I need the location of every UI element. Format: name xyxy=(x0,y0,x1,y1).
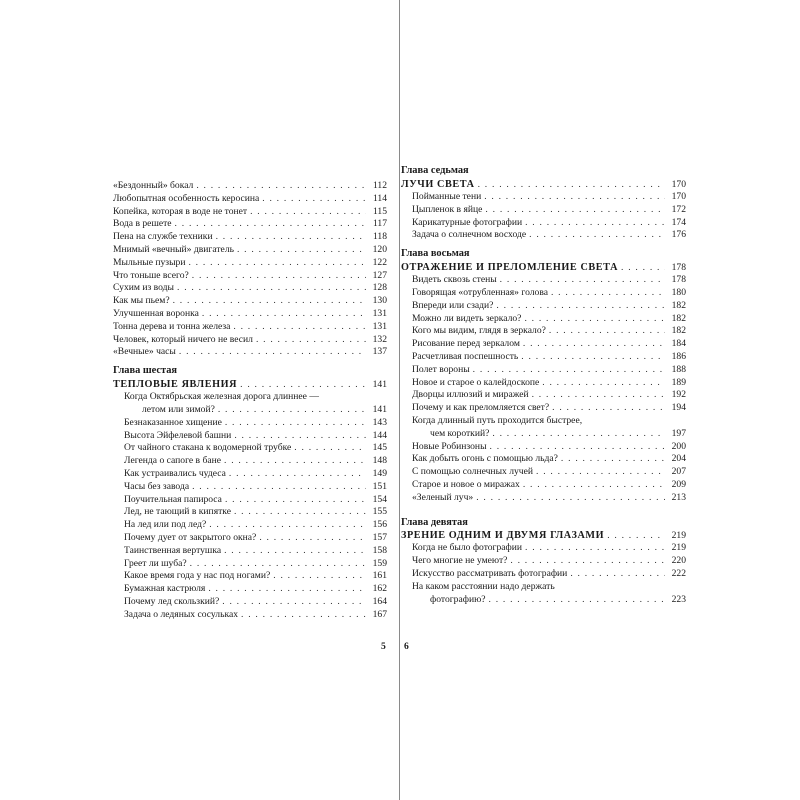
toc-entry-line: Когда длинный путь проходится быстрее, xyxy=(412,414,583,426)
toc-entry: На лед или под лед? . . . 156 xyxy=(113,519,387,532)
toc-entry-line: Когда Октябрьская железная дорога длиннее — xyxy=(124,391,319,403)
toc-entry: Тонна дерева и тонна железа . . . 131 xyxy=(113,321,387,334)
chapter-title: ТЕПЛОВЫЕ ЯВЛЕНИЯ . . . 141 xyxy=(113,378,387,391)
toc-entry: Какое время года у нас под ногами? . . . 161 xyxy=(113,570,387,583)
toc-entry: Карикатурные фотографии . . . 174 xyxy=(401,217,686,230)
toc-entry: Как мы пьем? . . . 130 xyxy=(113,295,387,308)
chapter-title: ЗРЕНИЕ ОДНИМ И ДВУМЯ ГЛАЗАМИ . . . 219 xyxy=(401,529,686,542)
toc-entry: Цыпленок в яйце . . . 172 xyxy=(401,204,686,217)
toc-entry: Чего многие не умеют? . . . 220 xyxy=(401,555,686,568)
toc-entry: Почему и как преломляется свет? . . . 194 xyxy=(401,402,686,415)
toc-entry: Полет вороны . . . 188 xyxy=(401,364,686,377)
toc-entry: Новое и старое о калейдоскопе . . . 189 xyxy=(401,377,686,390)
toc-entry: Безнаказанное хищение . . . 143 xyxy=(113,417,387,430)
toc-entry: Поучительная папироса . . . 154 xyxy=(113,494,387,507)
toc-entry: Впереди или сзади? . . . 182 xyxy=(401,300,686,313)
toc-entry: Высота Эйфелевой башни . . . 144 xyxy=(113,430,387,443)
toc-entry: летом или зимой? . . . 141 xyxy=(113,404,387,417)
toc-entry: Искусство рассматривать фотографии . . . 222 xyxy=(401,568,686,581)
toc-entry: Новые Робинзоны . . . 200 xyxy=(401,441,686,454)
right-page-toc xyxy=(401,165,686,606)
toc-entry: Легенда о сапоге в бане . . . 148 xyxy=(113,455,387,468)
toc-entry: Пена на службе техники . . . 118 xyxy=(113,231,387,244)
toc-entry: Кого мы видим, глядя в зеркало? . . . 182 xyxy=(401,325,686,338)
toc-entry: Часы без завода . . . 151 xyxy=(113,481,387,494)
toc-entry: Любопытная особенность керосина . . . 114 xyxy=(113,193,387,206)
chapter-title: ОТРАЖЕНИЕ И ПРЕЛОМЛЕНИЕ СВЕТА . . . 178 xyxy=(401,261,686,274)
chapter-label: Глава восьмая xyxy=(401,248,470,260)
toc-entry: Таинственная вертушка . . . 158 xyxy=(113,545,387,558)
toc-entry: Когда не было фотографии . . . 219 xyxy=(401,542,686,555)
chapter-label: Глава седьмая xyxy=(401,165,469,176)
toc-entry: Задача о ледяных сосульках . . . 167 xyxy=(113,609,387,622)
toc-entry: Улучшенная воронка . . . 131 xyxy=(113,308,387,321)
toc-entry: Человек, который ничего не весил . . . 132 xyxy=(113,334,387,347)
toc-entry: Мнимый «вечный» двигатель . . . 120 xyxy=(113,244,387,257)
left-page-toc xyxy=(113,180,387,621)
chapter-label: Глава девятая xyxy=(401,516,468,528)
page-gutter xyxy=(399,0,400,800)
toc-entry: Сухим из воды . . . 128 xyxy=(113,282,387,295)
toc-entry: Лед, не тающий в кипятке . . . 155 xyxy=(113,506,387,519)
toc-entry: фотографию? . . . 223 xyxy=(401,594,686,607)
toc-entry: С помощью солнечных лучей . . . 207 xyxy=(401,466,686,479)
toc-entry: Задача о солнечном восходе . . . 176 xyxy=(401,229,686,242)
toc-entry: Копейка, которая в воде не тонет . . . 115 xyxy=(113,206,387,219)
toc-entry: Бумажная кастрюля . . . 162 xyxy=(113,583,387,596)
page-number-right: 6 xyxy=(404,641,409,652)
toc-entry: Видеть сквозь стены . . . 178 xyxy=(401,274,686,287)
toc-entry: Почему дует от закрытого окна? . . . 157 xyxy=(113,532,387,545)
toc-entry: Пойманные тени . . . 170 xyxy=(401,191,686,204)
toc-entry: «Бездонный» бокал . . . 112 xyxy=(113,180,387,193)
toc-entry: Мыльные пузыри . . . 122 xyxy=(113,257,387,270)
toc-entry: Можно ли видеть зеркало? . . . 182 xyxy=(401,313,686,326)
toc-entry: Как устраивались чудеса . . . 149 xyxy=(113,468,387,481)
toc-entry: Греет ли шуба? . . . 159 xyxy=(113,558,387,571)
toc-entry: Расчетливая поспешность . . . 186 xyxy=(401,351,686,364)
toc-entry: От чайного стакана к водомерной трубке . . . 145 xyxy=(113,442,387,455)
toc-entry-line: На каком расстоянии надо держать xyxy=(412,580,555,592)
toc-entry: Рисование перед зеркалом . . . 184 xyxy=(401,338,686,351)
chapter-label: Глава шестая xyxy=(113,365,178,377)
toc-entry: Как добыть огонь с помощью льда? . . . 204 xyxy=(401,453,686,466)
toc-entry: чем короткий? . . . 197 xyxy=(401,428,686,441)
page-number-left: 5 xyxy=(381,641,386,652)
chapter-title: ЛУЧИ СВЕТА . . . 170 xyxy=(401,178,686,191)
toc-entry: Дворцы иллюзий и миражей . . . 192 xyxy=(401,389,686,402)
toc-entry: Старое и новое о миражах . . . 209 xyxy=(401,479,686,492)
toc-entry: Что тоньше всего? . . . 127 xyxy=(113,270,387,283)
toc-entry: «Зеленый луч» . . . 213 xyxy=(401,492,686,505)
toc-entry: Вода в решете . . . 117 xyxy=(113,218,387,231)
toc-entry: «Вечные» часы . . . 137 xyxy=(113,346,387,359)
toc-entry: Говорящая «отрубленная» голова . . . 180 xyxy=(401,287,686,300)
toc-entry: Почему лед скользкий? . . . 164 xyxy=(113,596,387,609)
